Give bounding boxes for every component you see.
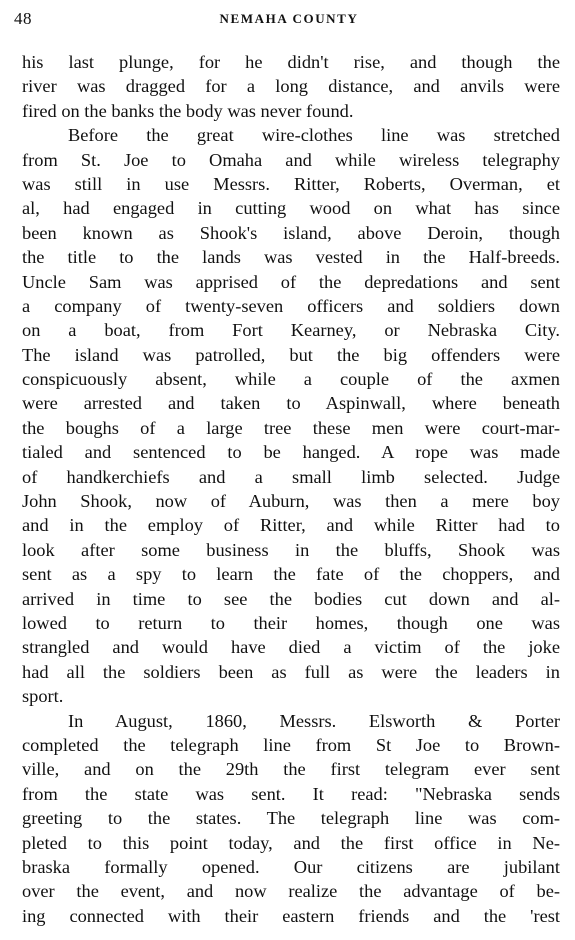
text-line: braska formally opened. Our citizens are jubilant	[22, 856, 560, 877]
text-line: Uncle Sam was apprised of the depredations and sent	[22, 271, 560, 292]
text-line: completed the telegraph line from St Joe to Brown-	[22, 734, 560, 755]
text-line: ville, and on the 29th the first telegram ever sent	[22, 759, 560, 780]
text-line: ing connected with their eastern friends and the 'rest	[22, 905, 560, 926]
text-line: on a boat, from Fort Kearney, or Nebraska City.	[22, 320, 560, 341]
text-line: The island was patrolled, but the big offenders were	[22, 344, 560, 365]
text-line: of handkerchiefs and a small limb selected. Judge	[22, 466, 560, 487]
text-line: lowed to return to their homes, though one was	[22, 612, 560, 633]
text-line: conspicuously absent, while a couple of the axmen	[22, 369, 560, 390]
text-line: from St. Joe to Omaha and while wireless telegraphy	[22, 149, 560, 170]
page-header	[14, 9, 564, 29]
body-text	[22, 50, 560, 928]
text-line: were arrested and taken to Aspinwall, where beneath	[22, 393, 560, 414]
text-line: been known as Shook's island, above Deroin, though	[22, 222, 560, 243]
text-line: tialed and sentenced to be hanged. A rope was made	[22, 442, 560, 463]
text-line: fired on the banks the body was never found.	[22, 100, 354, 121]
text-line: river was dragged for a long distance, and anvils were	[22, 76, 560, 97]
text-line: sent as a spy to learn the fate of the choppers, and	[22, 564, 560, 585]
text-line: greeting to the states. The telegraph line was com-	[22, 808, 560, 829]
text-line: over the event, and now realize the advantage of be-	[22, 881, 560, 902]
text-line: the title to the lands was vested in the Half-breeds.	[22, 247, 560, 268]
text-line: had all the soldiers been as full as were the leaders in	[22, 661, 560, 682]
text-line: his last plunge, for he didn't rise, and though the	[22, 52, 560, 72]
text-line: from the state was sent. It read: "Nebraska sends	[22, 783, 560, 804]
text-line: arrived in time to see the bodies cut down and al-	[22, 588, 560, 609]
page-number: 48	[14, 9, 32, 28]
text-line: was still in use Messrs. Ritter, Roberts, Overman, et	[22, 173, 560, 194]
running-head: NEMAHA COUNTY	[219, 11, 359, 26]
text-line: the boughs of a large tree these men were court-mar-	[22, 417, 560, 438]
text-line: In August, 1860, Messrs. Elsworth & Porter	[68, 710, 560, 731]
text-line: Before the great wire-clothes line was stretched	[68, 125, 560, 146]
text-line: strangled and would have died a victim of the joke	[22, 637, 560, 658]
text-line: and in the employ of Ritter, and while Ritter had to	[22, 515, 560, 536]
text-line: al, had engaged in cutting wood on what has since	[22, 198, 560, 219]
text-line: John Shook, now of Auburn, was then a mere boy	[22, 491, 560, 512]
text-line: pleted to this point today, and the first office in Ne-	[22, 832, 560, 853]
text-line: a company of twenty-seven officers and soldiers down	[22, 295, 560, 316]
text-line: look after some business in the bluffs, Shook was	[22, 539, 560, 560]
text-line: sport.	[22, 686, 64, 707]
